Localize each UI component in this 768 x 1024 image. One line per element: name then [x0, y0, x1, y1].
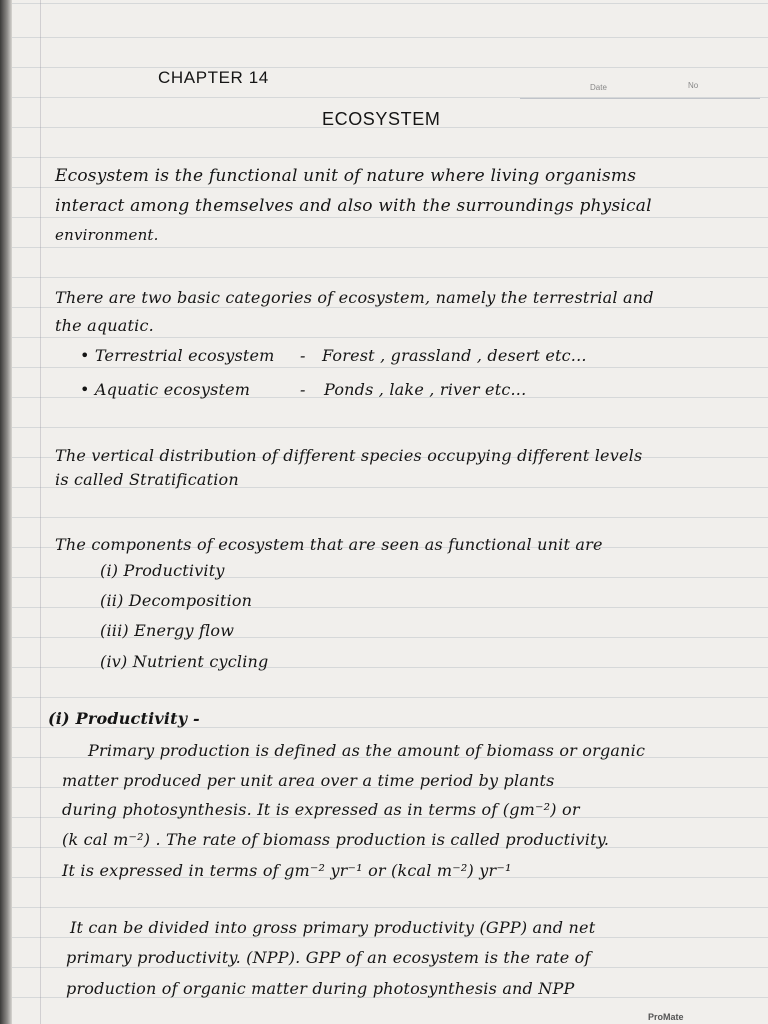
component-item: (i) Productivity: [100, 561, 225, 580]
paragraph-line: primary productivity. (NPP). GPP of an ecosystem is the rate of: [66, 948, 591, 967]
paragraph-line: There are two basic categories of ecosystem, namely the terrestrial and: [55, 288, 654, 307]
paragraph-line: Ecosystem is the functional unit of nature where living organisms: [55, 166, 637, 186]
header-rule: [520, 98, 760, 99]
paragraph-line: It is expressed in terms of gm⁻² yr⁻¹ or (kcal m⁻²) yr⁻¹: [62, 861, 512, 880]
chapter-label: CHAPTER 14: [158, 68, 269, 87]
bullet-term: • Terrestrial ecosystem: [80, 346, 275, 365]
component-item: (iii) Energy flow: [100, 621, 235, 640]
no-label: No: [688, 81, 699, 90]
margin-line: [40, 0, 41, 1024]
bullet-dash: -: [300, 346, 306, 365]
paragraph-line: Primary production is defined as the amount of biomass or organic: [88, 741, 646, 760]
section-heading: (i) Productivity -: [48, 709, 200, 728]
paragraph-line: The components of ecosystem that are seen as functional unit are: [55, 535, 603, 554]
paragraph-line: matter produced per unit area over a time period by plants: [62, 771, 555, 790]
notebook-binding: [0, 0, 12, 1024]
paragraph-line: production of organic matter during photosynthesis and NPP: [66, 979, 575, 998]
paragraph-line: is called Stratification: [55, 470, 239, 489]
bullet-examples: Forest , grassland , desert etc...: [322, 346, 587, 365]
bullet-examples: Ponds , lake , river etc...: [324, 380, 527, 399]
paragraph-line: during photosynthesis. It is expressed as in terms of (gm⁻²) or: [62, 800, 580, 819]
component-item: (ii) Decomposition: [100, 591, 253, 610]
component-item: (iv) Nutrient cycling: [100, 652, 269, 671]
bullet-term: • Aquatic ecosystem: [80, 380, 251, 399]
page-title: ECOSYSTEM: [322, 109, 441, 129]
paragraph-line: (k cal m⁻²) . The rate of biomass production is called productivity.: [62, 830, 610, 849]
brand-footer: ProMate: [648, 1012, 684, 1022]
paragraph-line: environment.: [55, 226, 159, 244]
paragraph-line: interact among themselves and also with the surroundings physical: [55, 196, 652, 216]
paragraph-line: The vertical distribution of different species occupying different levels: [55, 446, 643, 465]
date-label: Date: [590, 83, 607, 92]
paragraph-line: the aquatic.: [55, 316, 154, 335]
bullet-dash: -: [300, 380, 306, 399]
paragraph-line: It can be divided into gross primary productivity (GPP) and net: [70, 918, 596, 937]
